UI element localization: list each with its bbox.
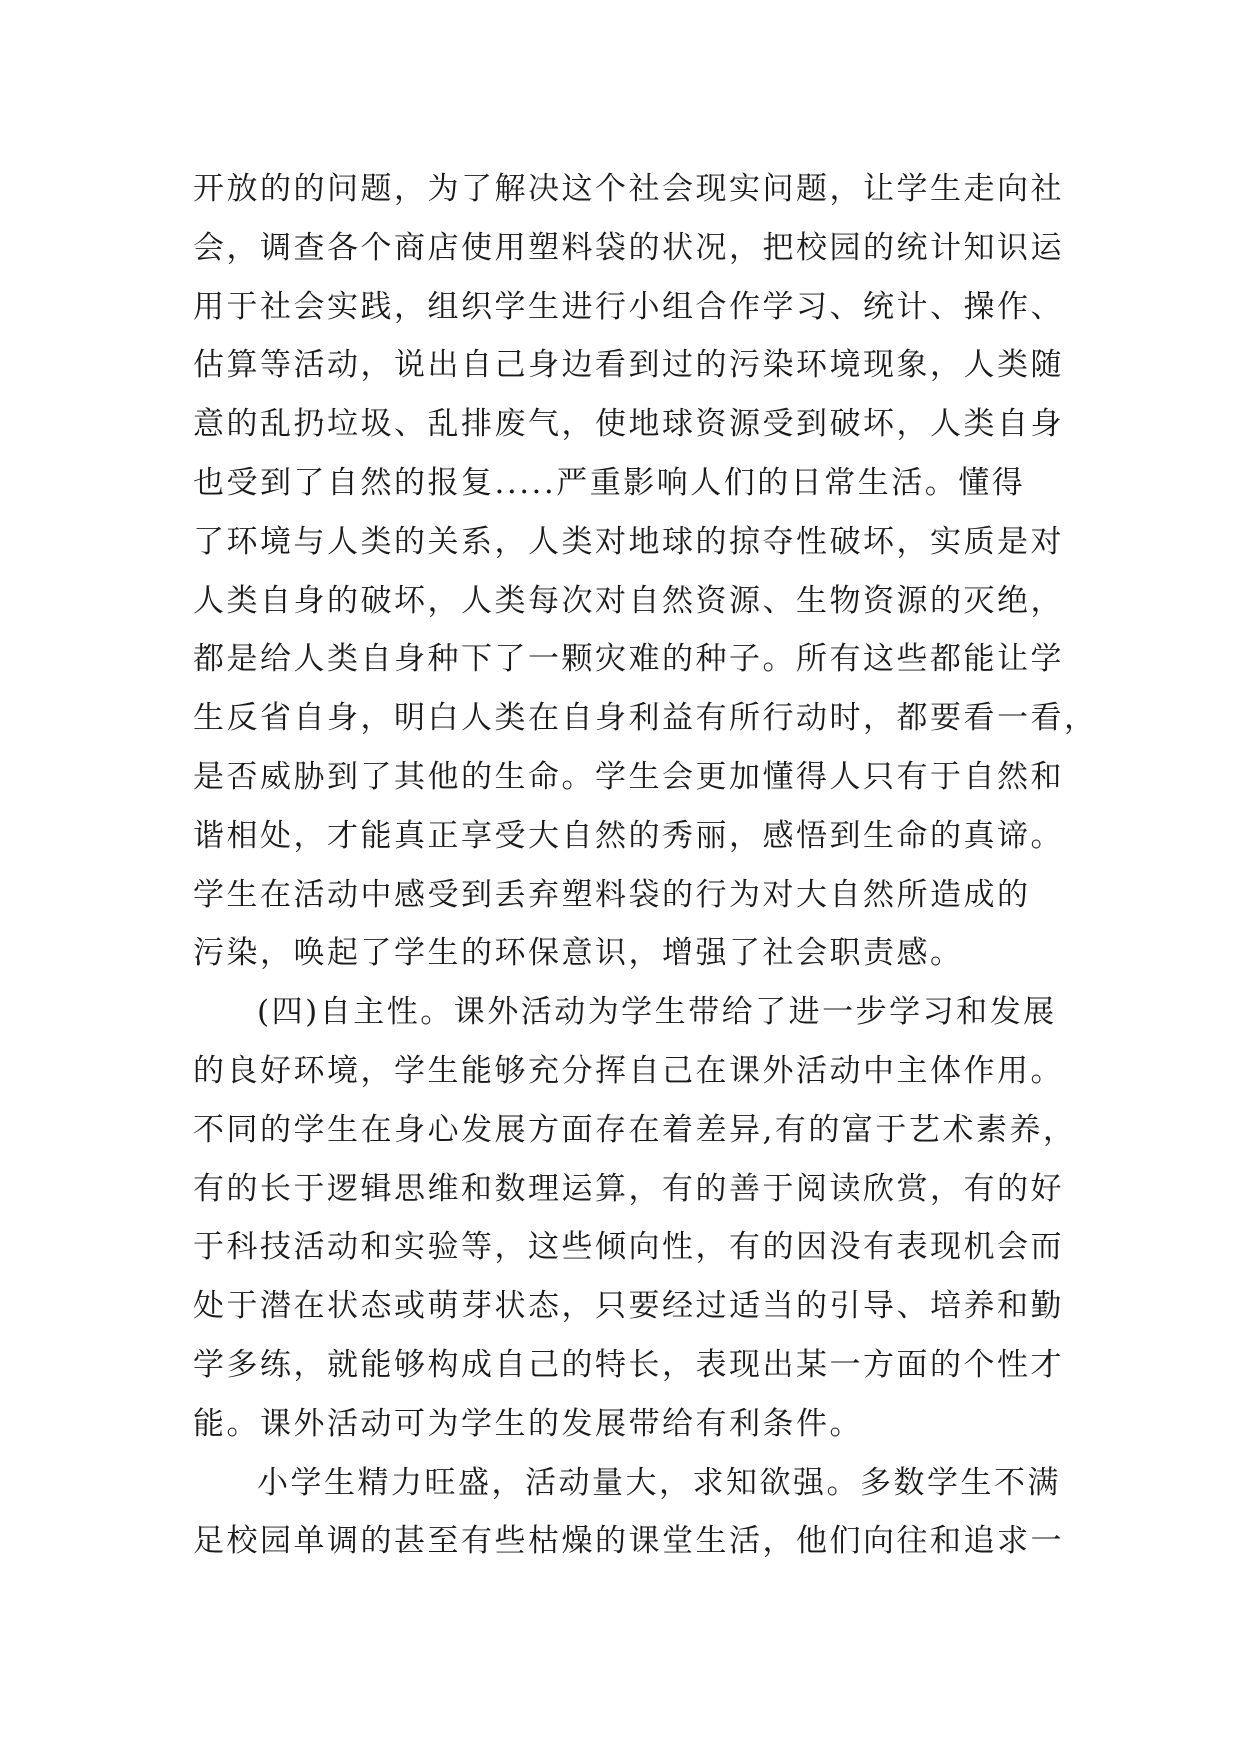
text-line: 能。课外活动可为学生的发展带给有利条件。 (193, 1405, 863, 1442)
text-line: 学生在活动中感受到丢弃塑料袋的行为对大自然所造成的 (193, 876, 1031, 913)
text-line: 不同的学生在身心发展方面存在着差异,有的富于艺术素养， (193, 1111, 1077, 1148)
text-line: 会，调查各个商店使用塑料袋的状况，把校园的统计知识运 (193, 229, 1064, 266)
text-line: 的良好环境，学生能够充分挥自己在课外活动中主体作用。 (193, 1052, 1064, 1089)
text-line: 是否威胁到了其他的生命。学生会更加懂得人只有于自然和 (193, 758, 1064, 795)
text-line: 学多练，就能够构成自己的特长，表现出某一方面的个性才 (193, 1346, 1064, 1383)
text-line: 污染，唤起了学生的环保意识，增强了社会职责感。 (193, 935, 964, 972)
text-line: 也受到了自然的报复.....严重影响人们的日常生活。懂得 (193, 464, 1026, 501)
text-line: 足校园单调的甚至有些枯燥的课堂生活，他们向往和追求一 (193, 1523, 1064, 1560)
text-line: 于科技活动和实验等，这些倾向性，有的因没有表现机会而 (193, 1229, 1064, 1266)
text-line: 谐相处，才能真正享受大自然的秀丽，感悟到生命的真谛。 (193, 817, 1064, 854)
text-line: 都是给人类自身种下了一颗灾难的种子。所有这些都能让学 (193, 641, 1064, 678)
text-line: 估算等活动，说出自己身边看到过的污染环境现象，人类随 (193, 347, 1064, 384)
text-line: 用于社会实践，组织学生进行小组合作学习、统计、操作、 (193, 288, 1064, 325)
text-line: 开放的的问题，为了解决这个社会现实问题，让学生走向社 (193, 171, 1064, 207)
document-body (193, 160, 1098, 1571)
text-line: 人类自身的破坏，人类每次对自然资源、生物资源的灭绝， (193, 582, 1064, 619)
text-line: 生反省自身，明白人类在自身利益有所行动时，都要看一看， (193, 700, 1098, 737)
paragraph-start-line: (四)自主性。课外活动为学生带给了进一步学习和发展 (257, 994, 1057, 1031)
text-line: 处于潜在状态或萌芽状态，只要经过适当的引导、培养和勤 (193, 1288, 1064, 1325)
text-line: 意的乱扔垃圾、乱排废气，使地球资源受到破坏，人类自身 (193, 406, 1064, 443)
paragraph-start-line: 小学生精力旺盛，活动量大，求知欲强。多数学生不满 (257, 1464, 1061, 1501)
text-line: 了环境与人类的关系，人类对地球的掠夺性破坏，实质是对 (193, 523, 1064, 560)
text-line: 有的长于逻辑思维和数理运算，有的善于阅读欣赏，有的好 (193, 1170, 1064, 1207)
